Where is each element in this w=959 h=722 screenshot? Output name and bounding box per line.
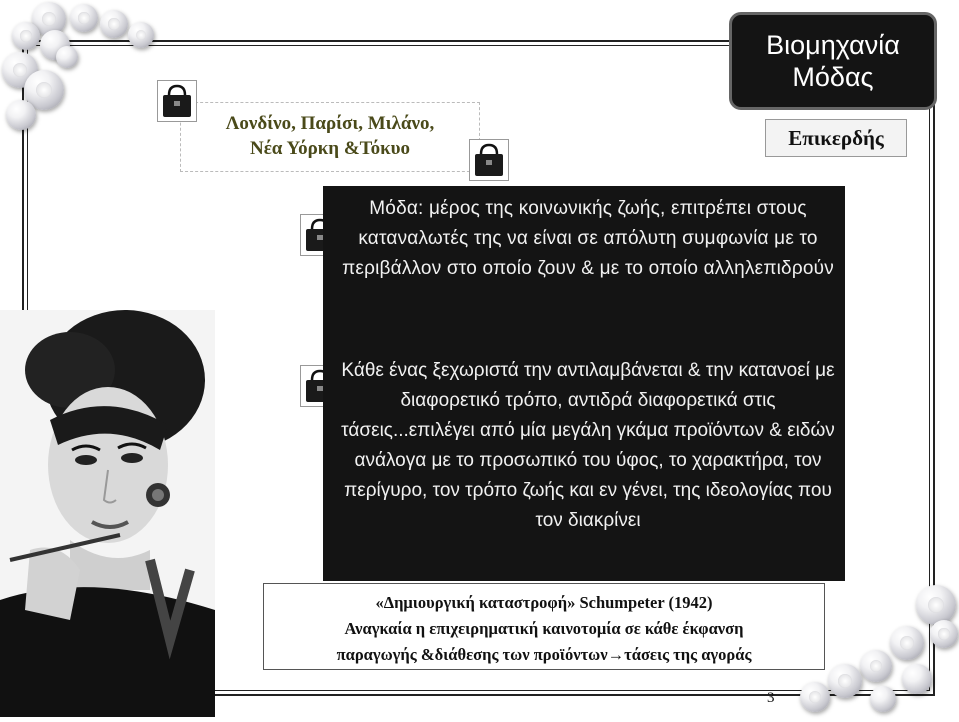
page-number: 3: [767, 690, 775, 706]
pearl-icon: [860, 650, 892, 682]
slide-title-box: [729, 12, 937, 110]
arrow-right-icon: →: [607, 645, 625, 664]
slide-subtitle: Επικερδής: [788, 125, 884, 150]
pearl-icon: [100, 10, 128, 38]
schumpeter-line-3: [264, 642, 824, 668]
schumpeter-line-3-start: παραγωγής &διάθεσης των προϊόντων: [336, 645, 608, 664]
paragraph-individual-perception: Κάθε ένας ξεχωριστά την αντιλαμβάνεται & την κατανοεί με διαφορετικό τρόπο, αντιδρά διαφορετικά στις τάσεις...επιλέγει από μία μεγάλη γκάμα προϊόντων & ειδών ανάλογα με το προσωπικό του ύφος, το χαρακτήρα, τον περίγυρο, τον τρόπο ζωής και εν γένει, της ιδεολογίας που τον διακρίνει: [341, 360, 835, 531]
schumpeter-box: [263, 583, 825, 670]
pearl-icon: [128, 22, 154, 48]
pearl-icon: [6, 100, 36, 130]
slide-title: Βιομηχανία Μόδας: [766, 29, 900, 92]
pearl-icon: [890, 626, 924, 660]
pearl-icon: [56, 46, 78, 68]
schumpeter-line-1: «Δημιουργική καταστροφή» Schumpeter (1942): [375, 593, 713, 612]
portrait-photo: [0, 310, 215, 717]
pearl-icon: [70, 4, 98, 32]
pearl-icon: [800, 682, 830, 712]
cities-box: [180, 102, 480, 172]
pearl-icon: [828, 664, 862, 698]
handbag-icon: [469, 139, 509, 181]
pearl-icon: [12, 22, 40, 50]
pearl-icon: [870, 686, 896, 712]
schumpeter-line-3-end: τάσεις της αγοράς: [624, 645, 752, 664]
pearl-icon: [930, 620, 958, 648]
handbag-icon: [157, 80, 197, 122]
subtitle-box: [765, 119, 907, 157]
cities-line-2: Νέα Υόρκη &Τόκυο: [249, 138, 411, 159]
main-text-box: [323, 186, 845, 581]
paragraph-fashion-definition: Μόδα: μέρος της κοινωνικής ζωής, επιτρέπει στους καταναλωτές της να είναι σε απόλυτη συμφωνία με το περιβάλλον στο οποίο ζουν & με το οποίο αλληλεπιδρούν: [342, 198, 834, 279]
cities-line-1: Λονδίνο, Παρίσι, Μιλάνο,: [225, 113, 435, 135]
pearl-icon: [902, 664, 932, 694]
schumpeter-line-2: Αναγκαία η επιχειρηματική καινοτομία σε κάθε έκφανση: [344, 619, 744, 638]
pearl-icon: [916, 585, 956, 625]
